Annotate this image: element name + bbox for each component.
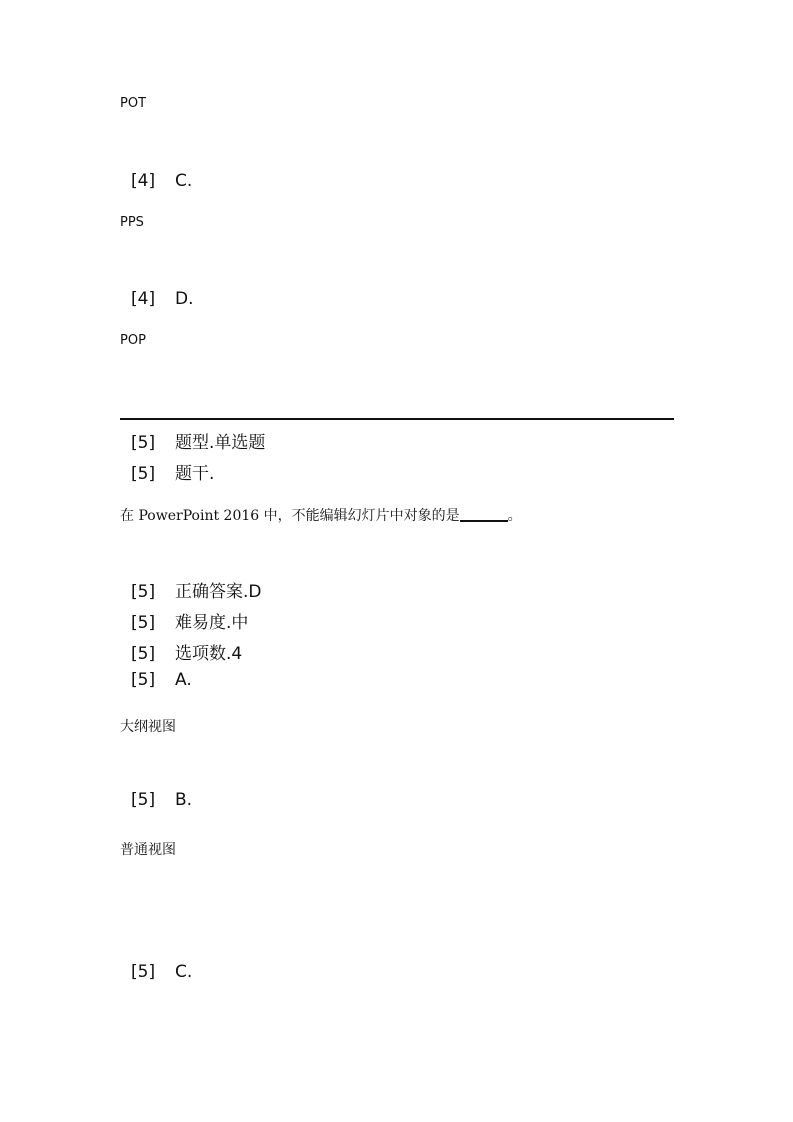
q5-stem-heading <box>131 459 214 484</box>
q4-option-c-text: PPS <box>120 215 144 230</box>
question-number: [4] <box>131 289 156 309</box>
question-number: [5] <box>131 670 156 690</box>
answer-blank <box>460 519 508 522</box>
question-number: [5] <box>131 644 156 664</box>
q4-option-c-heading <box>131 171 192 191</box>
option-label: D. <box>175 289 194 309</box>
stem-label: 题干. <box>175 464 215 484</box>
question-number: [5] <box>131 582 156 602</box>
option-label: C. <box>175 962 193 982</box>
question-number: [5] <box>131 433 156 453</box>
q5-option-b-heading <box>131 790 192 810</box>
option-label: A. <box>175 670 192 690</box>
q5-option-c-heading <box>131 962 192 982</box>
question-number: [5] <box>131 464 156 484</box>
question-number: [5] <box>131 962 156 982</box>
q5-option-a-heading <box>131 670 192 690</box>
question-number: [5] <box>131 790 156 810</box>
q4-option-d-text: POP <box>120 333 146 348</box>
option-label: C. <box>175 171 193 191</box>
q5-difficulty-heading <box>131 608 248 633</box>
option-count-label: 选项数.4 <box>175 644 243 664</box>
q4-option-b-text: POT <box>120 96 147 111</box>
correct-answer-label: 正确答案.D <box>175 582 262 602</box>
q5-question-text <box>120 505 522 525</box>
q5-answer-heading <box>131 577 262 602</box>
q5-option-b-text: 普通视图 <box>120 842 176 858</box>
question-type-label: 题型.单选题 <box>175 433 266 453</box>
q5-option-count-heading <box>131 639 242 664</box>
question-suffix: 。 <box>507 508 522 524</box>
question-number: [5] <box>131 613 156 633</box>
question-prefix: 在 PowerPoint 2016 中，不能编辑幻灯片中对象的是 <box>120 508 460 524</box>
option-label: B. <box>175 790 193 810</box>
question-divider <box>120 418 674 420</box>
q5-option-a-text: 大纲视图 <box>120 719 176 735</box>
q4-option-d-heading <box>131 289 194 309</box>
question-number: [4] <box>131 171 156 191</box>
difficulty-label: 难易度.中 <box>175 613 249 633</box>
q5-type-heading <box>131 428 265 453</box>
